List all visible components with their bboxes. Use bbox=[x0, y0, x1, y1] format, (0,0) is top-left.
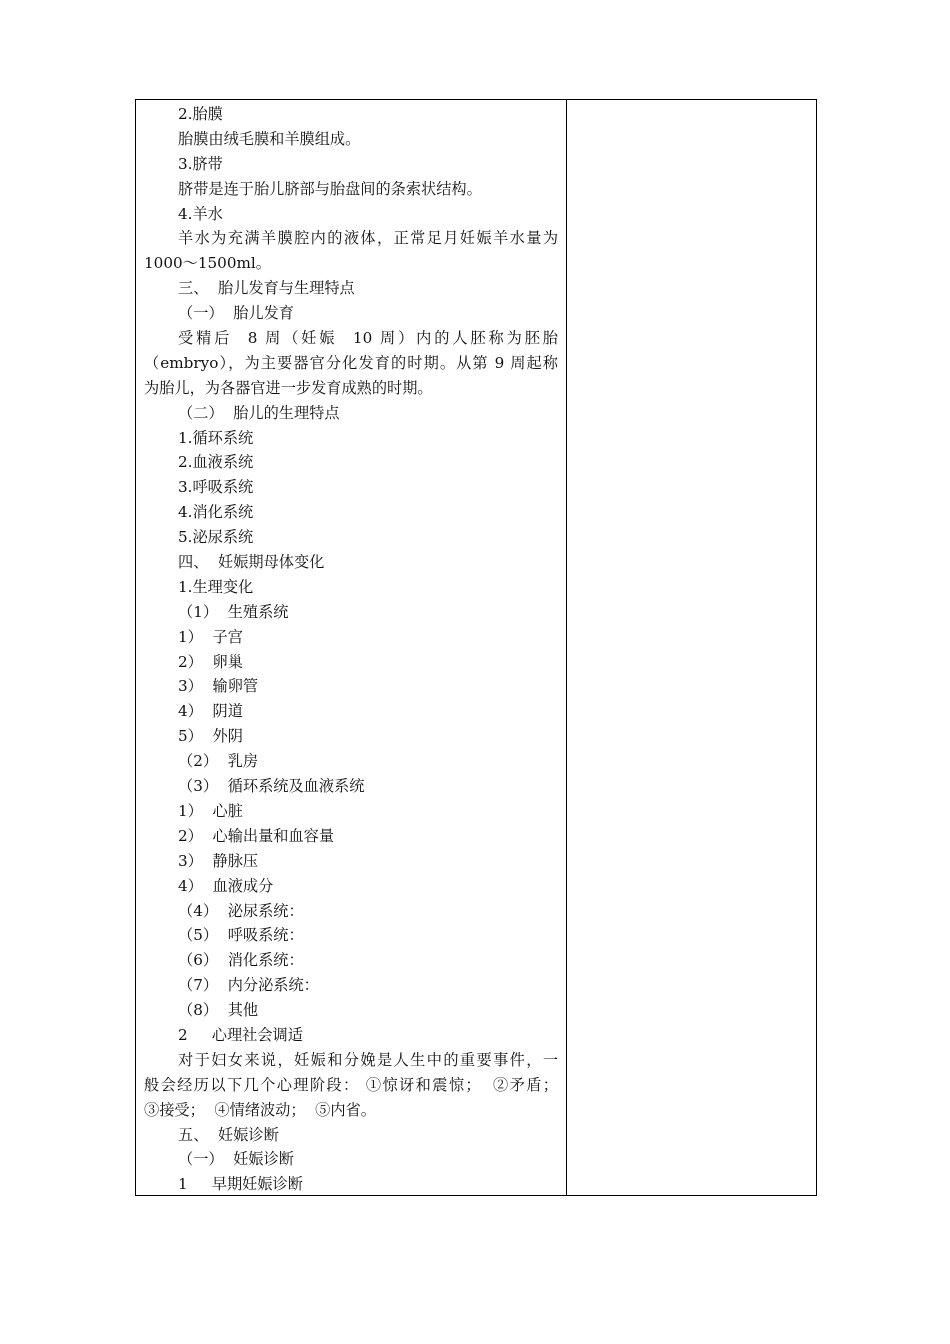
text-line: 2） 卵巢 bbox=[178, 652, 243, 671]
text-line: （6） 消化系统： bbox=[178, 951, 304, 970]
table-right-cell bbox=[568, 100, 816, 1195]
text-line: 4） 阴道 bbox=[178, 702, 243, 721]
text-line: 为胎儿，为各器官进一步发育成熟的时期。 bbox=[144, 378, 433, 397]
text-line: 2） 心输出量和血容量 bbox=[178, 826, 335, 845]
text-line: （2） 乳房 bbox=[178, 752, 259, 771]
text-line: 1） 心脏 bbox=[178, 801, 243, 820]
text-line: 5.泌尿系统 bbox=[178, 528, 254, 547]
text-line: 4.羊水 bbox=[178, 204, 223, 223]
text-line: 3） 静脉压 bbox=[178, 851, 259, 870]
text-line: （4） 泌尿系统： bbox=[178, 901, 304, 920]
text-line: （embryo），为主要器官分化发育的时期。从第 9 周起称 bbox=[144, 353, 558, 372]
text-line: 1 早期妊娠诊断 bbox=[178, 1175, 303, 1194]
content-table bbox=[135, 99, 817, 1196]
text-line: 四、 妊娠期母体变化 bbox=[178, 553, 325, 572]
text-line: （8） 其他 bbox=[178, 1001, 259, 1020]
text-line: 4.消化系统 bbox=[178, 503, 254, 522]
text-line: 三、 胎儿发育与生理特点 bbox=[178, 279, 355, 298]
text-line: （3） 循环系统及血液系统 bbox=[178, 777, 365, 796]
text-line: 3.脐带 bbox=[178, 154, 223, 173]
text-line: 3） 输卵管 bbox=[178, 677, 259, 696]
text-line: （5） 呼吸系统： bbox=[178, 926, 304, 945]
text-line: 对于妇女来说，妊娠和分娩是人生中的重要事件，一 bbox=[178, 1050, 558, 1069]
text-line: 脐带是连于胎儿脐部与胎盘间的条索状结构。 bbox=[178, 179, 482, 198]
text-line: （1） 生殖系统 bbox=[178, 602, 289, 621]
text-line: 五、 妊娠诊断 bbox=[178, 1125, 279, 1144]
text-line: （7） 内分泌系统： bbox=[178, 976, 319, 995]
text-line: 羊水为充满羊膜腔内的液体，正常足月妊娠羊水量为 bbox=[178, 229, 558, 248]
text-line: 2 心理社会调适 bbox=[178, 1025, 303, 1044]
text-line: 2.血液系统 bbox=[178, 453, 254, 472]
text-line: 受精后 8 周（妊娠 10 周）内的人胚称为胚胎 bbox=[178, 329, 558, 348]
text-line: 1.循环系统 bbox=[178, 428, 254, 447]
text-line: （二） 胎儿的生理特点 bbox=[178, 403, 340, 422]
text-line: 5） 外阴 bbox=[178, 727, 243, 746]
text-line: 般会经历以下几个心理阶段： ①惊讶和震惊； ②矛盾； bbox=[144, 1075, 558, 1094]
text-line: 胎膜由绒毛膜和羊膜组成。 bbox=[178, 129, 361, 148]
text-line: ③接受； ④情绪波动； ⑤内省。 bbox=[144, 1100, 376, 1119]
text-line: 1.生理变化 bbox=[178, 577, 254, 596]
text-line: 1000～1500ml。 bbox=[144, 254, 271, 273]
text-line: 4） 血液成分 bbox=[178, 876, 274, 895]
column-divider bbox=[566, 100, 567, 1195]
text-line: （一） 胎儿发育 bbox=[178, 304, 294, 323]
table-left-cell bbox=[144, 102, 558, 1197]
text-line: 3.呼吸系统 bbox=[178, 478, 254, 497]
text-line: （一） 妊娠诊断 bbox=[178, 1150, 294, 1169]
text-line: 1） 子宫 bbox=[178, 627, 243, 646]
text-line: 2.胎膜 bbox=[178, 105, 223, 123]
